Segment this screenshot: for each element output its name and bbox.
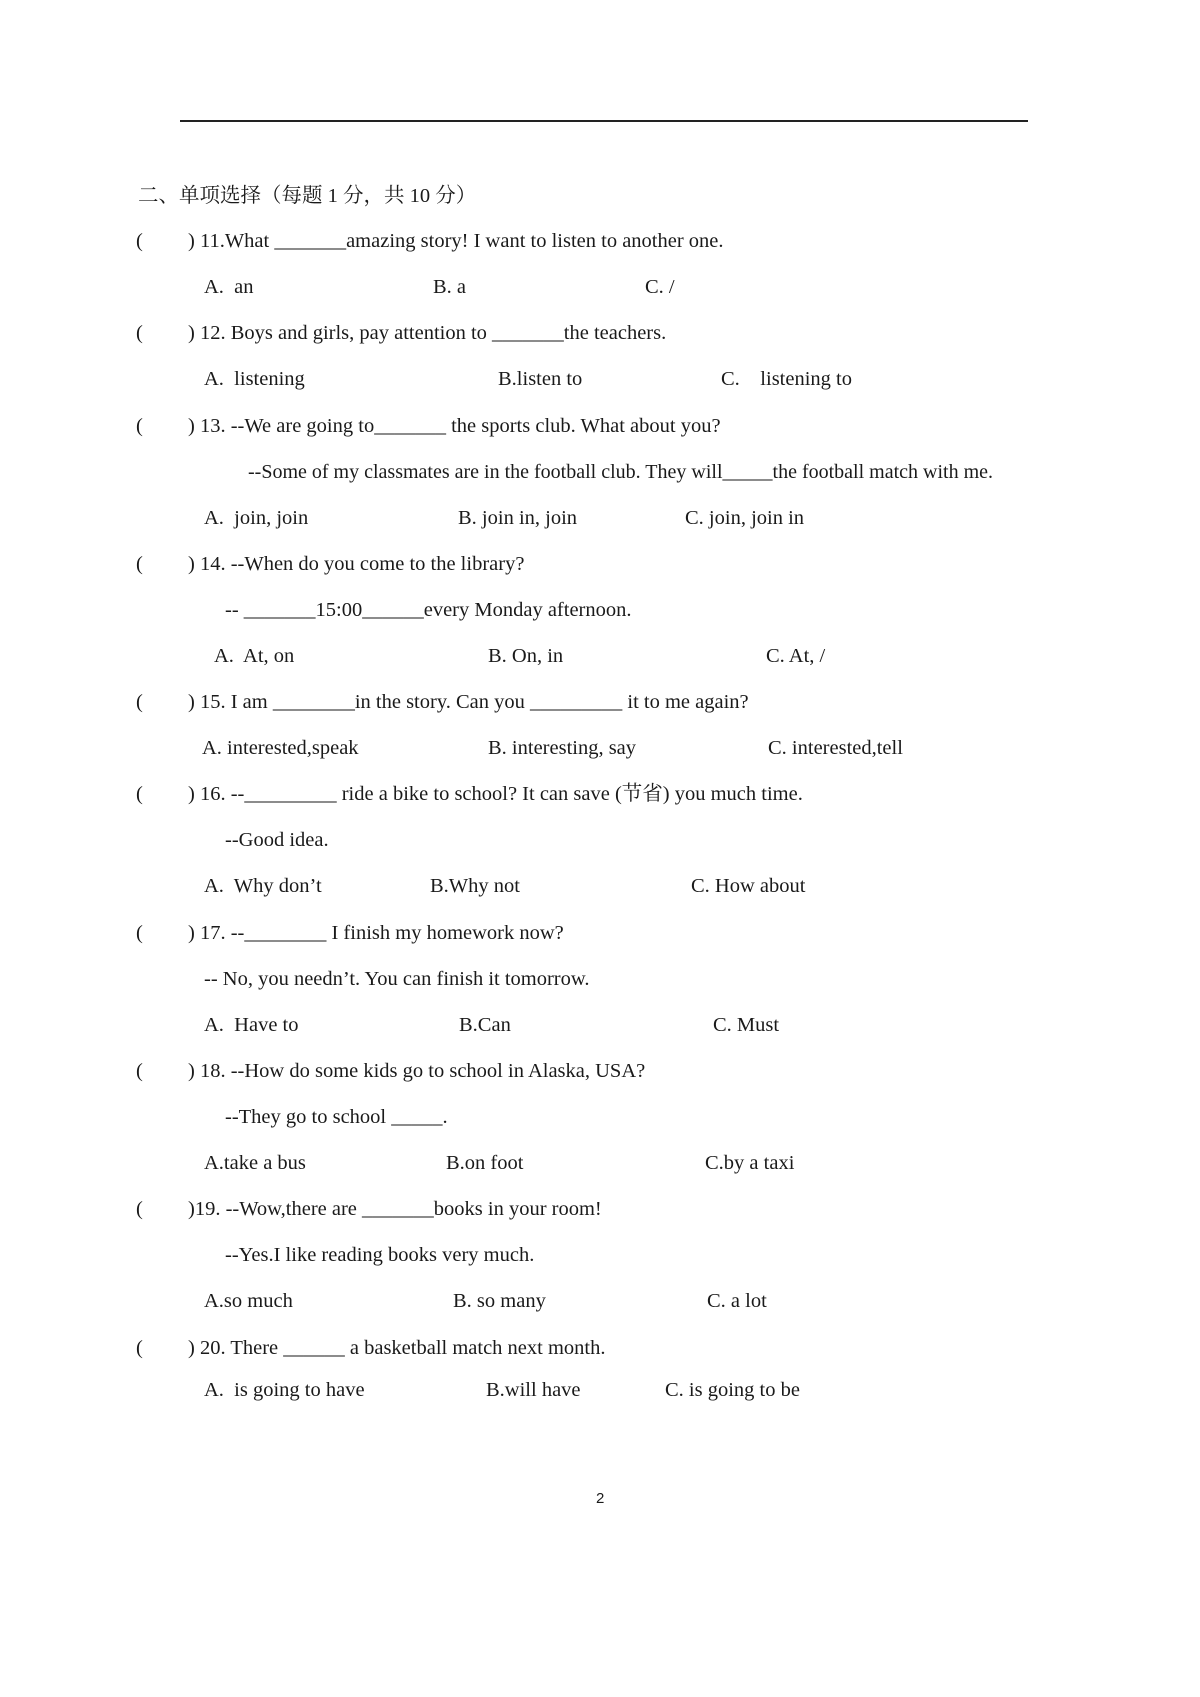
- option-a: A. an: [204, 276, 254, 298]
- option-c: C. a lot: [707, 1290, 767, 1312]
- answer-paren: (: [136, 230, 143, 252]
- option-b: B.on foot: [446, 1152, 524, 1174]
- answer-paren: (: [136, 691, 143, 713]
- question-stem: ) 14. --When do you come to the library?: [188, 553, 525, 575]
- option-a: A. is going to have: [204, 1379, 365, 1401]
- question-continuation: --Some of my classmates are in the football club. They will_____the football match with me.: [248, 461, 994, 483]
- option-a: A. Have to: [204, 1014, 299, 1036]
- option-b: B.will have: [486, 1379, 581, 1401]
- option-a: A. join, join: [204, 507, 309, 529]
- answer-paren: (: [136, 1060, 143, 1082]
- answer-paren: (: [136, 415, 143, 437]
- option-a: A. Why don’t: [204, 875, 322, 897]
- option-c: C. is going to be: [665, 1379, 800, 1401]
- option-b: B. so many: [453, 1290, 546, 1312]
- option-a: A. listening: [204, 368, 305, 390]
- option-c: C. How about: [691, 875, 806, 897]
- question-stem: ) 17. --________ I finish my homework now?: [188, 922, 564, 944]
- answer-paren: (: [136, 553, 143, 575]
- option-c: C. interested,tell: [768, 737, 903, 759]
- header-rule: [180, 120, 1028, 122]
- answer-paren: (: [136, 1198, 143, 1220]
- question-stem: ) 15. I am ________in the story. Can you _________ it to me again?: [188, 691, 749, 713]
- option-b: B.Why not: [430, 875, 520, 897]
- option-b: B. interesting, say: [488, 737, 637, 759]
- question-stem: ) 18. --How do some kids go to school in Alaska, USA?: [188, 1060, 646, 1082]
- page-number: 2: [596, 1490, 605, 1507]
- section-title: 二、单项选择（每题 1 分，共 10 分）: [138, 185, 477, 207]
- option-a: A. interested,speak: [202, 737, 359, 759]
- question-stem: ) 13. --We are going to_______ the sports club. What about you?: [188, 415, 721, 437]
- option-a: A.so much: [204, 1290, 293, 1312]
- question-stem: ) 12. Boys and girls, pay attention to _______the teachers.: [188, 322, 667, 344]
- option-c: C. join, join in: [685, 507, 805, 529]
- answer-paren: (: [136, 322, 143, 344]
- option-c: C. /: [645, 276, 675, 298]
- question-continuation: -- No, you needn’t. You can finish it tomorrow.: [204, 968, 590, 990]
- question-stem: ) 11.What _______amazing story! I want to listen to another one.: [188, 230, 724, 252]
- option-b: B.Can: [459, 1014, 511, 1036]
- question-continuation: -- _______15:00______every Monday afternoon.: [225, 599, 632, 621]
- question-continuation: --They go to school _____.: [225, 1106, 448, 1128]
- question-stem: ) 16. --_________ ride a bike to school? It can save (节省) you much time.: [188, 783, 803, 805]
- answer-paren: (: [136, 922, 143, 944]
- option-b: B. a: [433, 276, 467, 298]
- option-b: B. join in, join: [458, 507, 578, 529]
- option-a: A.take a bus: [204, 1152, 306, 1174]
- option-b: B. On, in: [488, 645, 564, 667]
- question-stem: )19. --Wow,there are _______books in your room!: [188, 1198, 602, 1220]
- option-c: C. At, /: [766, 645, 826, 667]
- option-c: C. listening to: [721, 368, 852, 390]
- question-stem: ) 20. There ______ a basketball match next month.: [188, 1337, 606, 1359]
- option-a: A. At, on: [214, 645, 295, 667]
- question-continuation: --Good idea.: [225, 829, 329, 851]
- option-b: B.listen to: [498, 368, 583, 390]
- option-c: C.by a taxi: [705, 1152, 795, 1174]
- answer-paren: (: [136, 1337, 143, 1359]
- question-continuation: --Yes.I like reading books very much.: [225, 1244, 535, 1266]
- option-c: C. Must: [713, 1014, 780, 1036]
- answer-paren: (: [136, 783, 143, 805]
